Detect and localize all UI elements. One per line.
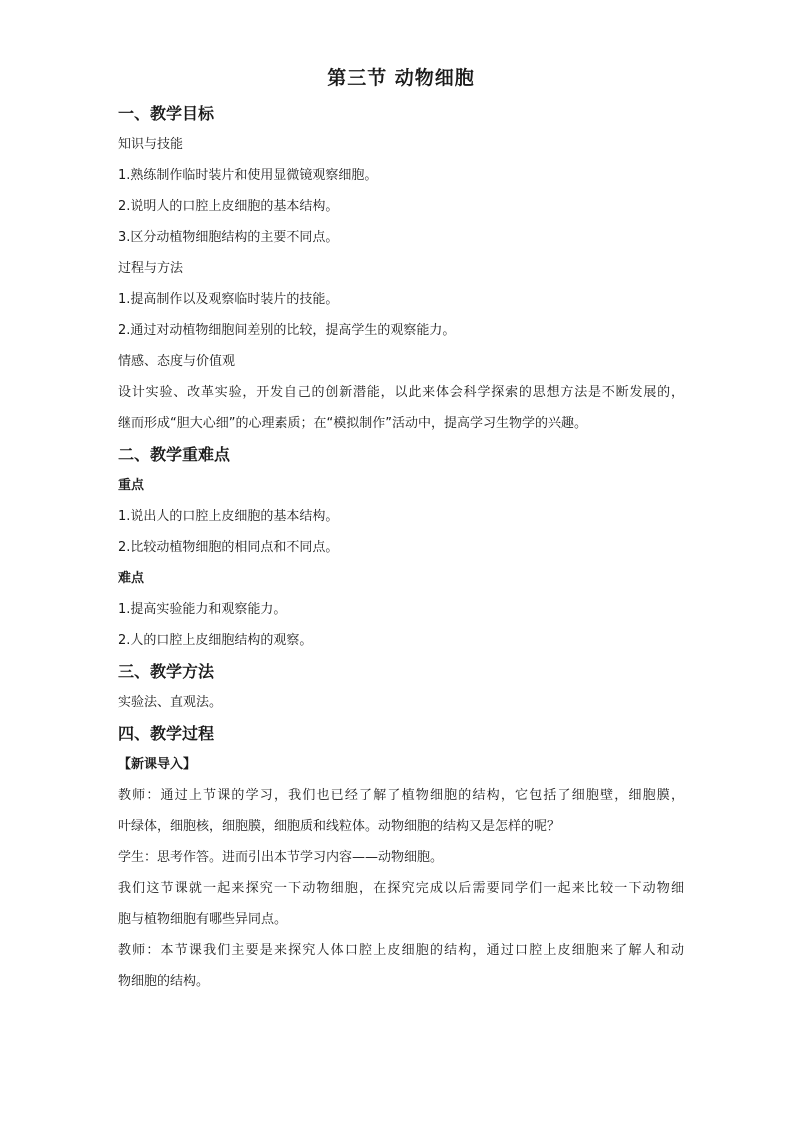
paragraph-line: 教师：通过上节课的学习，我们也已经了解了植物细胞的结构，它包括了细胞壁，细胞膜，: [118, 788, 684, 803]
subheading-knowledge-skills: 知识与技能: [118, 137, 184, 152]
paragraph-emotion-values: [118, 377, 684, 439]
paragraph-explore: [118, 873, 684, 935]
list-item: 1.提高制作以及观察临时装片的技能。: [118, 292, 339, 307]
document-content: [118, 64, 684, 997]
list-item: 1.说出人的口腔上皮细胞的基本结构。: [118, 509, 339, 524]
paragraph-student: 学生：思考作答。进而引出本节学习内容——动物细胞。: [118, 850, 444, 865]
paragraph-line: 叶绿体，细胞核，细胞膜，细胞质和线粒体。动物细胞的结构又是怎样的呢？: [118, 819, 561, 834]
paragraph-line: 我们这节课就一起来探究一下动物细胞，在探究完成以后需要同学们一起来比较一下动物细: [118, 881, 684, 896]
section-heading-methods: 三、教学方法: [118, 662, 215, 681]
subheading-difficult-points: 难点: [118, 571, 145, 586]
paragraph-teacher-2: [118, 935, 684, 997]
list-item: 2.通过对动植物细胞间差别的比较，提高学生的观察能力。: [118, 323, 456, 338]
section-heading-objectives: 一、教学目标: [118, 104, 215, 123]
paragraph-line: 设计实验、改革实验，开发自己的创新潜能，以此来体会科学探索的思想方法是不断发展的，: [118, 385, 684, 400]
subheading-process-methods: 过程与方法: [118, 261, 184, 276]
subheading-emotion-values: 情感、态度与价值观: [118, 354, 236, 369]
list-item: 1.熟练制作临时装片和使用显微镜观察细胞。: [118, 168, 378, 183]
subheading-key-points: 重点: [118, 478, 145, 493]
paragraph-teacher-1: [118, 780, 684, 842]
subheading-new-lesson-intro: 【新课导入】: [118, 757, 197, 772]
section-heading-key-difficult: 二、教学重难点: [118, 445, 231, 464]
document-title: 第三节 动物细胞: [327, 67, 475, 89]
paragraph-line: 教师：本节课我们主要是来探究人体口腔上皮细胞的结构，通过口腔上皮细胞来了解人和动: [118, 943, 684, 958]
paragraph-line: 物细胞的结构。: [118, 974, 210, 989]
list-item: 1.提高实验能力和观察能力。: [118, 602, 287, 617]
section-heading-process: 四、教学过程: [118, 724, 215, 743]
methods-text: 实验法、直观法。: [118, 695, 223, 710]
list-item: 2.说明人的口腔上皮细胞的基本结构。: [118, 199, 339, 214]
paragraph-line: 胞与植物细胞有哪些异同点。: [118, 912, 288, 927]
list-item: 2.比较动植物细胞的相同点和不同点。: [118, 540, 339, 555]
list-item: 2.人的口腔上皮细胞结构的观察。: [118, 633, 313, 648]
paragraph-line: 继而形成“胆大心细”的心理素质；在“模拟制作”活动中，提高学习生物学的兴趣。: [118, 416, 587, 431]
list-item: 3.区分动植物细胞结构的主要不同点。: [118, 230, 339, 245]
